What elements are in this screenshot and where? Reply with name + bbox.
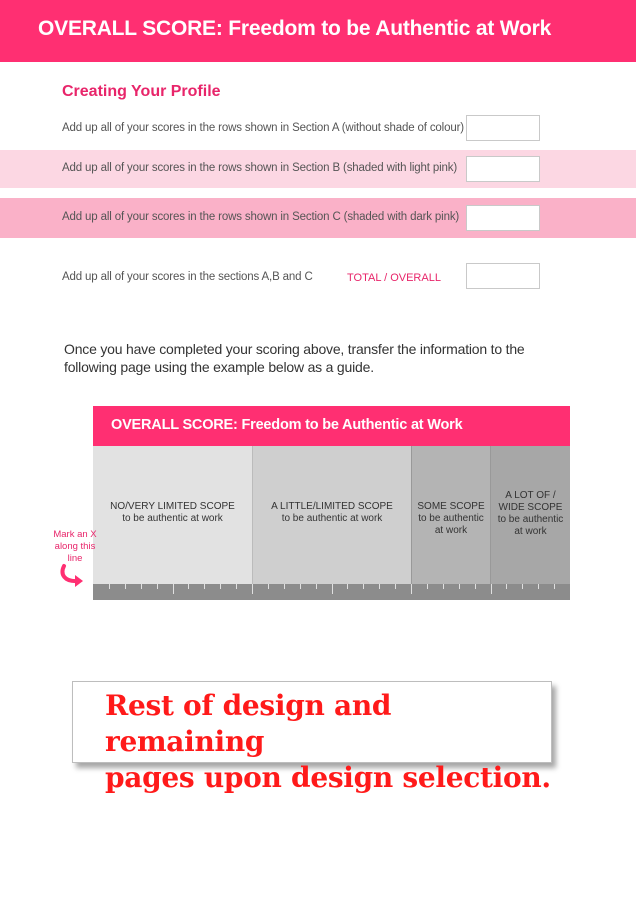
page-title: OVERALL SCORE: Freedom to be Authentic at Work: [38, 17, 552, 40]
example-title: OVERALL SCORE: Freedom to be Authentic at Work: [111, 417, 463, 433]
ruler-tick: [411, 584, 412, 594]
marking-ruler[interactable]: [93, 584, 570, 600]
column-label: to be authentic: [418, 513, 484, 524]
column-label: at work: [514, 526, 547, 537]
scale-column-limited: [252, 446, 411, 584]
example-scale: [93, 406, 570, 600]
mark-note-line: Mark an X: [53, 529, 97, 540]
row-b-band: [0, 150, 636, 188]
ruler-tick: [284, 584, 285, 589]
row-c-text: Add up all of your scores in the rows shown in Section C (shaded with dark pink): [62, 211, 460, 223]
section-title: Creating Your Profile: [62, 83, 221, 100]
ruler-tick: [204, 584, 205, 589]
row-total-text: Add up all of your scores in the sections A,B and C: [62, 271, 313, 283]
ruler-tick: [300, 584, 301, 589]
column-label: WIDE SCOPE: [498, 502, 563, 513]
section-b-score-input[interactable]: [466, 156, 540, 182]
ruler-tick: [395, 584, 396, 589]
total-score-input[interactable]: [466, 263, 540, 289]
ruler-tick: [332, 584, 333, 594]
column-label: at work: [434, 525, 468, 536]
mark-note-line: along this line: [54, 541, 96, 564]
ruler-tick: [491, 584, 492, 594]
ruler-tick: [554, 584, 555, 589]
design-notice: [72, 681, 552, 794]
row-c-band: [0, 198, 636, 238]
ruler-tick: [363, 584, 364, 589]
instructions-paragraph: Once you have completed your scoring above, transfer the information to the following page using the example below as a guide.: [64, 341, 525, 375]
column-label: to be authentic at work: [122, 513, 223, 524]
ruler-tick: [379, 584, 380, 589]
example-header: [93, 406, 570, 446]
total-label: TOTAL / OVERALL: [347, 272, 441, 284]
column-label: NO/VERY LIMITED SCOPE: [110, 501, 235, 512]
ruler-tick: [459, 584, 460, 589]
column-label: to be authentic: [497, 514, 564, 525]
ruler-tick: [125, 584, 126, 589]
ruler-tick: [220, 584, 221, 589]
mark-instruction: [46, 529, 104, 565]
scale-column-very-limited: [93, 446, 252, 584]
section-c-score-input[interactable]: [466, 205, 540, 231]
notice-line: pages upon design selection.: [105, 761, 551, 794]
scale-column-some: [411, 446, 490, 584]
ruler-tick: [347, 584, 348, 589]
scale-column-wide: [490, 446, 570, 584]
page-header: [0, 0, 636, 62]
row-a-text: Add up all of your scores in the rows shown in Section A (without shade of colour): [62, 122, 464, 134]
ruler-tick: [236, 584, 237, 589]
ruler-tick: [252, 584, 253, 594]
section-a-score-input[interactable]: [466, 115, 540, 141]
ruler-tick: [427, 584, 428, 589]
ruler-tick: [173, 584, 174, 594]
ruler-tick: [157, 584, 158, 589]
ruler-tick: [443, 584, 444, 589]
ruler-tick: [141, 584, 142, 589]
column-label: to be authentic at work: [281, 513, 383, 524]
ruler-tick: [522, 584, 523, 589]
curved-arrow-icon: [58, 562, 84, 588]
ruler-tick: [538, 584, 539, 589]
ruler-tick: [188, 584, 189, 589]
ruler-tick: [316, 584, 317, 589]
ruler-tick: [506, 584, 507, 589]
notice-line: Rest of design and remaining: [105, 689, 392, 758]
ruler-tick: [109, 584, 110, 589]
column-label: SOME SCOPE: [417, 501, 485, 512]
ruler-tick: [475, 584, 476, 589]
row-b-text: Add up all of your scores in the rows shown in Section B (shaded with light pink): [62, 162, 458, 174]
ruler-tick: [268, 584, 269, 589]
column-label: A LITTLE/LIMITED SCOPE: [271, 501, 393, 512]
column-label: A LOT OF /: [505, 490, 556, 501]
